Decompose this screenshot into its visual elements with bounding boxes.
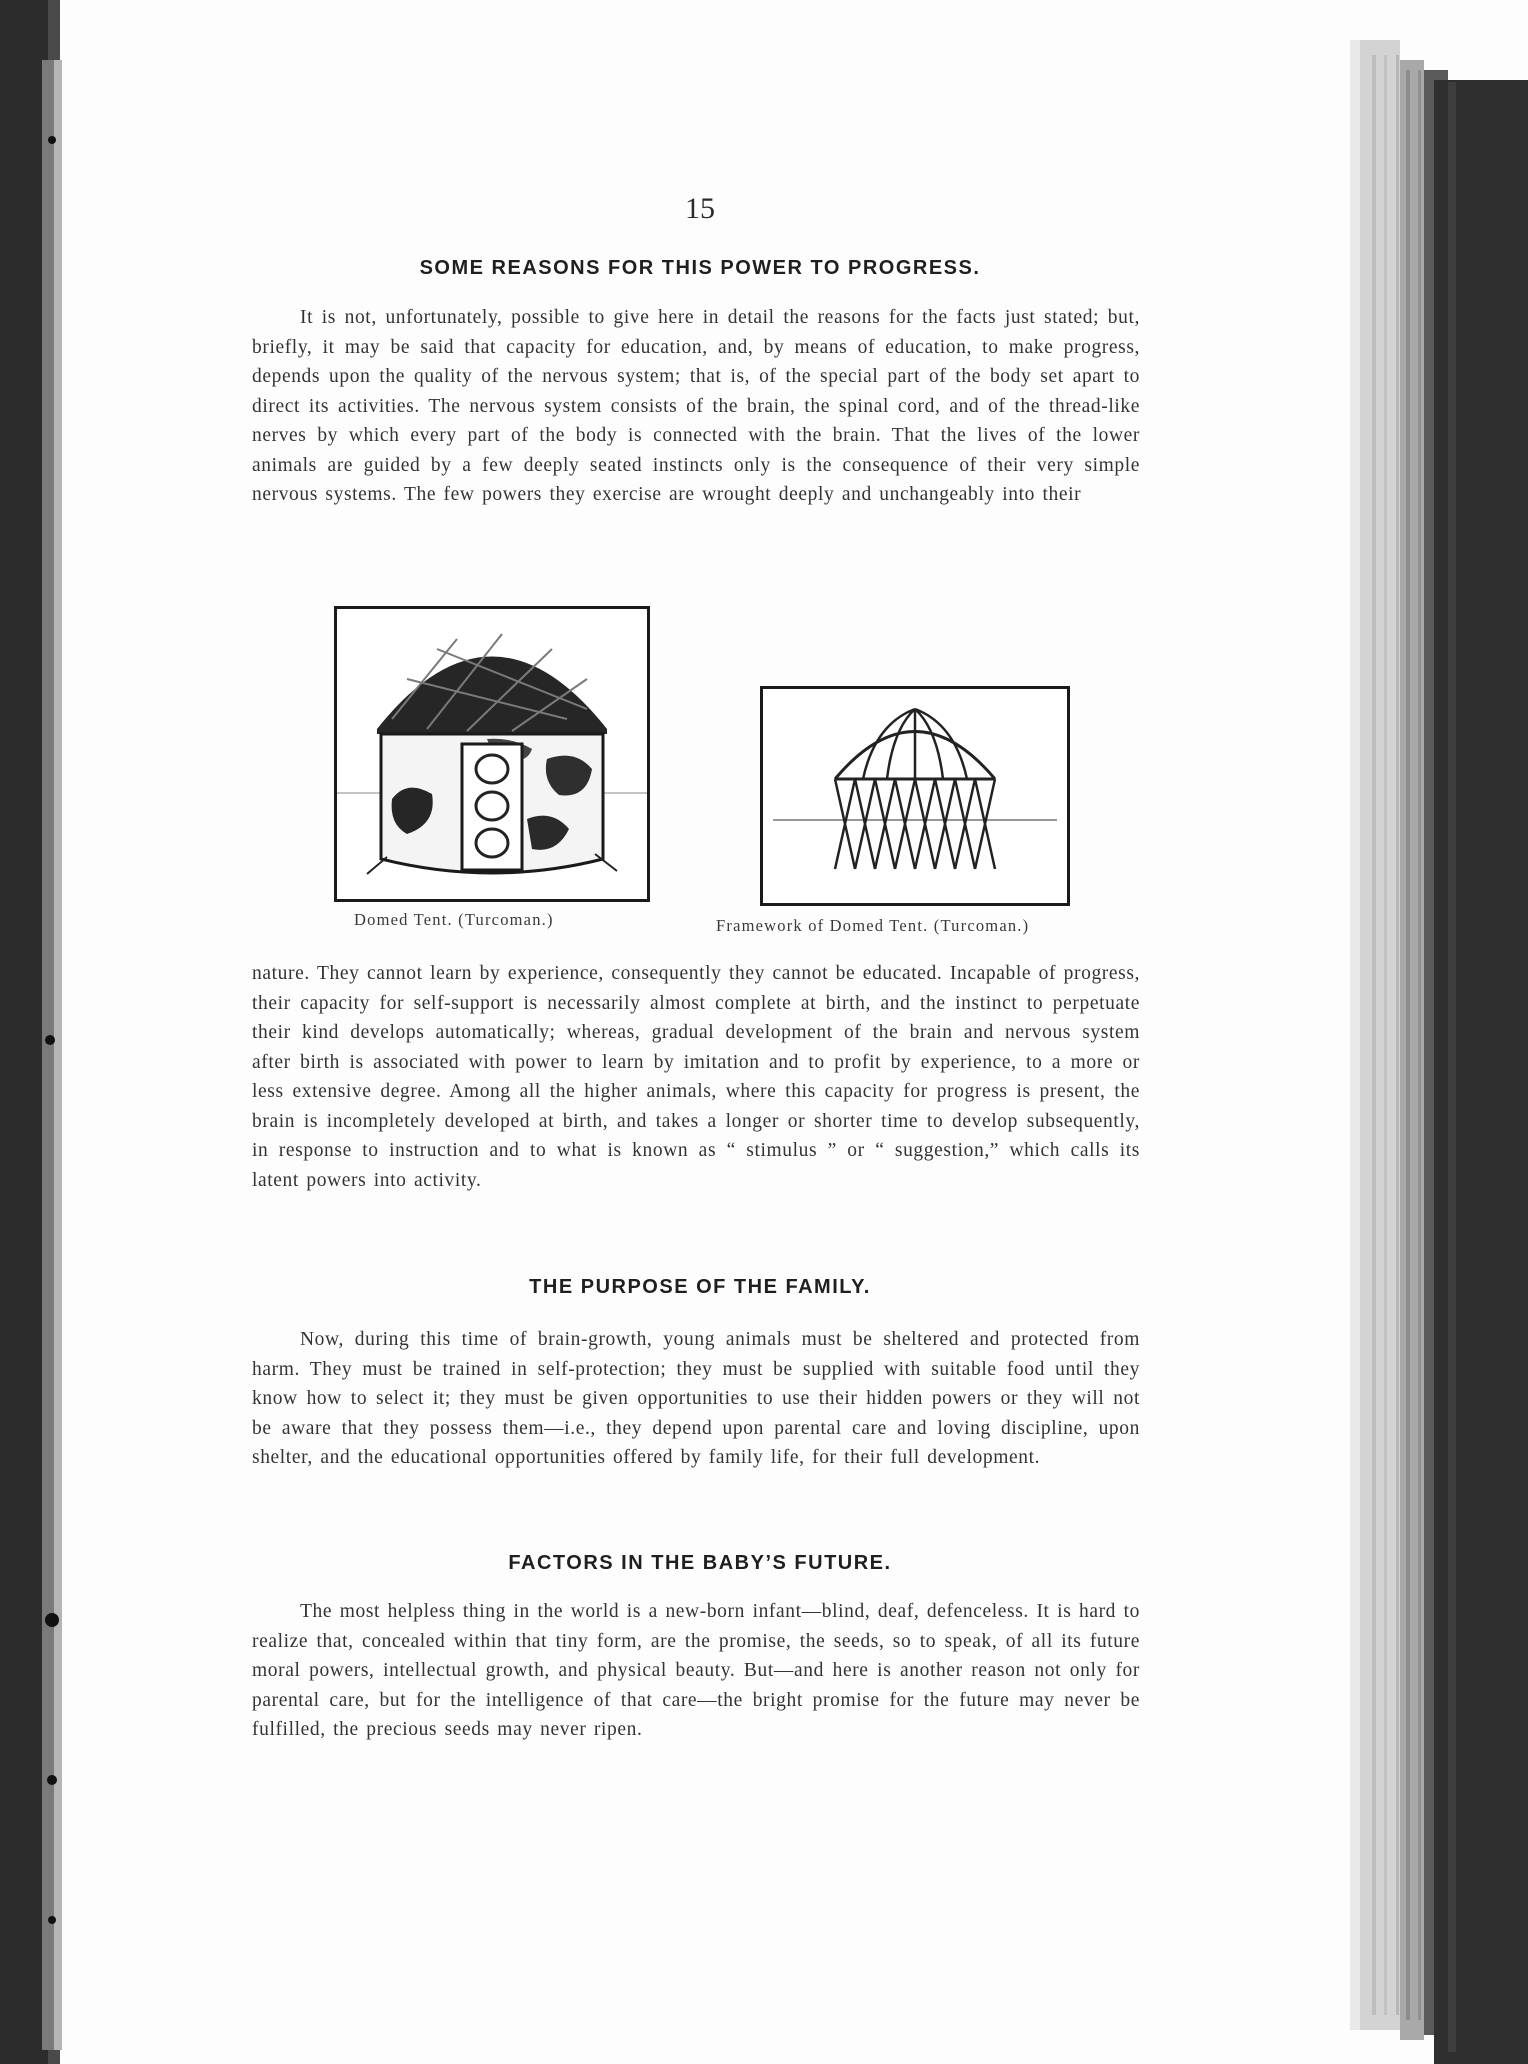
tent-framework-illustration <box>760 686 1070 906</box>
figure-caption: Domed Tent. (Turcoman.) <box>354 910 554 929</box>
section-heading: THE PURPOSE OF THE FAMILY. <box>529 1276 871 1298</box>
body-paragraph <box>252 959 1140 1195</box>
paragraph-text: It is not, unfortunately, possible to give here in detail the reasons for the facts just stated; but, briefly, it may be said that capacity for education, and, by means of education, to make progress, depends upon the quality of the nervous system; that is, of the special part of the body set apart to direct its activities. The nervous system consists of the brain, the spinal cord, and of the thread-like nerves by which every part of the body is connected with the brain. That the lives of the lower animals are guided by a few deeply seated instincts only is the consequence of their very simple nervous systems. The few powers they exercise are wrought deeply and unchangeably into their <box>252 307 1140 505</box>
body-paragraph <box>252 1325 1140 1473</box>
paragraph-text: Now, during this time of brain-growth, young animals must be sheltered and protected from harm. They must be trained in self-protection; they must be supplied with suitable food until they know how to select it; they must be given opportunities to use their hidden powers or they will not be aware that they possess them—i.e., they depend upon parental care and loving discipline, upon shelter, and the educational opportunities offered by family life, for their full development. <box>252 1329 1140 1468</box>
paragraph-text: nature. They cannot learn by experience, consequently they cannot be educated. Incapable of progress, their capacity for self-support is necessarily almost complete at birth, and the instinct to perpetuate their kind develops automatically; whereas, gradual development of the brain and nervous system after birth is associated with power to learn by imitation and to profit by experience, to a more or less extensive degree. Among all the higher animals, where this capacity for progress is present, the brain is incompletely developed at birth, and takes a longer or shorter time to develop subsequently, in response to instruction and to what is known as “ stimulus ” or “ suggestion,” which calls its latent powers into activity. <box>252 963 1140 1191</box>
section-heading: FACTORS IN THE BABY’S FUTURE. <box>508 1552 892 1574</box>
section-heading: SOME REASONS FOR THIS POWER TO PROGRESS. <box>419 257 981 279</box>
paragraph-text: The most helpless thing in the world is a new-born infant—blind, deaf, defenceless. It is hard to realize that, concealed within that tiny form, are the promise, the seeds, so to speak, of all its future moral powers, intellectual growth, and physical beauty. But—and here is another reason not only for parental care, but for the intelligence of that care—the bright promise for the future may never be fulfilled, the precious seeds may never ripen. <box>252 1601 1140 1740</box>
body-paragraph <box>252 1597 1140 1745</box>
figure-caption: Framework of Domed Tent. (Turcoman.) <box>716 916 1030 935</box>
page-number: 15 <box>685 192 715 225</box>
domed-tent-illustration <box>334 606 650 902</box>
body-paragraph <box>252 303 1140 510</box>
